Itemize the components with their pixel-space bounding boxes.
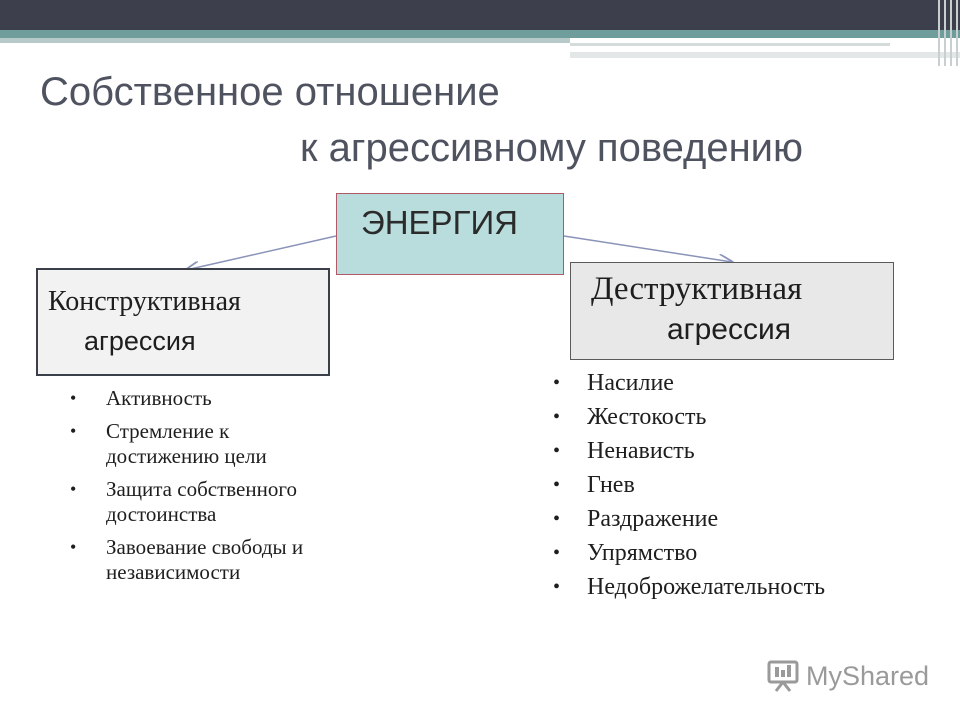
- list-item-text: Ненависть: [587, 438, 695, 464]
- bullet-icon: •: [553, 542, 561, 564]
- watermark-text: MyShared: [806, 660, 930, 691]
- list-item-text: независимости: [106, 560, 241, 584]
- energy-label: ЭНЕРГИЯ: [361, 204, 518, 241]
- list-item-text: достижению цели: [106, 444, 267, 468]
- list-item: [70, 419, 436, 469]
- list-item-text: Насилие: [587, 370, 674, 396]
- arrow-to-destructive: [564, 236, 732, 262]
- list-item: [553, 471, 947, 499]
- list-item-text: Активность: [106, 386, 212, 410]
- list-item-text: Упрямство: [587, 540, 698, 566]
- list-item-text: достоинства: [106, 502, 217, 526]
- presentation-icon: [766, 659, 800, 693]
- slide-title-line1: Собственное отношение: [40, 70, 500, 114]
- bullet-icon: •: [553, 474, 561, 496]
- list-item: [70, 386, 436, 411]
- list-item: [553, 403, 947, 431]
- destructive-aggression-box: [570, 262, 894, 360]
- list-item-text: Защита собственного: [106, 477, 297, 501]
- arrow-to-constructive: [186, 236, 336, 270]
- list-item: [553, 539, 947, 567]
- bullet-icon: •: [70, 479, 77, 499]
- list-item-text: Гнев: [587, 472, 635, 498]
- constructive-list: [70, 386, 436, 593]
- list-item: [553, 369, 947, 397]
- bullet-icon: •: [70, 421, 77, 441]
- constructive-label-line1: Конструктивная: [48, 286, 241, 317]
- destructive-list: [553, 369, 947, 607]
- bullet-icon: •: [553, 440, 561, 462]
- bullet-icon: •: [70, 537, 77, 557]
- energy-box: [336, 193, 564, 275]
- bullet-icon: •: [70, 388, 77, 408]
- list-item-text: Стремление к: [106, 419, 230, 443]
- bullet-icon: •: [553, 508, 561, 530]
- bullet-icon: •: [553, 372, 561, 394]
- list-item-text: Жестокость: [587, 404, 707, 430]
- myshared-watermark: [766, 656, 929, 696]
- list-item: [553, 573, 947, 601]
- constructive-label-line2: агрессия: [84, 326, 196, 356]
- list-item: [553, 505, 947, 533]
- list-item: [70, 477, 436, 527]
- bullet-icon: •: [553, 406, 561, 428]
- list-item-text: Недоброжелательность: [587, 574, 826, 600]
- list-item: [70, 535, 436, 585]
- destructive-label-line1: Деструктивная: [591, 271, 803, 307]
- list-item-text: Раздражение: [587, 506, 719, 532]
- destructive-label-line2: агрессия: [667, 313, 791, 346]
- list-item: [553, 437, 947, 465]
- constructive-aggression-box: [36, 268, 330, 376]
- slide-title-line2: к агрессивному поведению: [300, 126, 804, 170]
- bullet-icon: •: [553, 576, 561, 598]
- list-item-text: Завоевание свободы и: [106, 535, 304, 559]
